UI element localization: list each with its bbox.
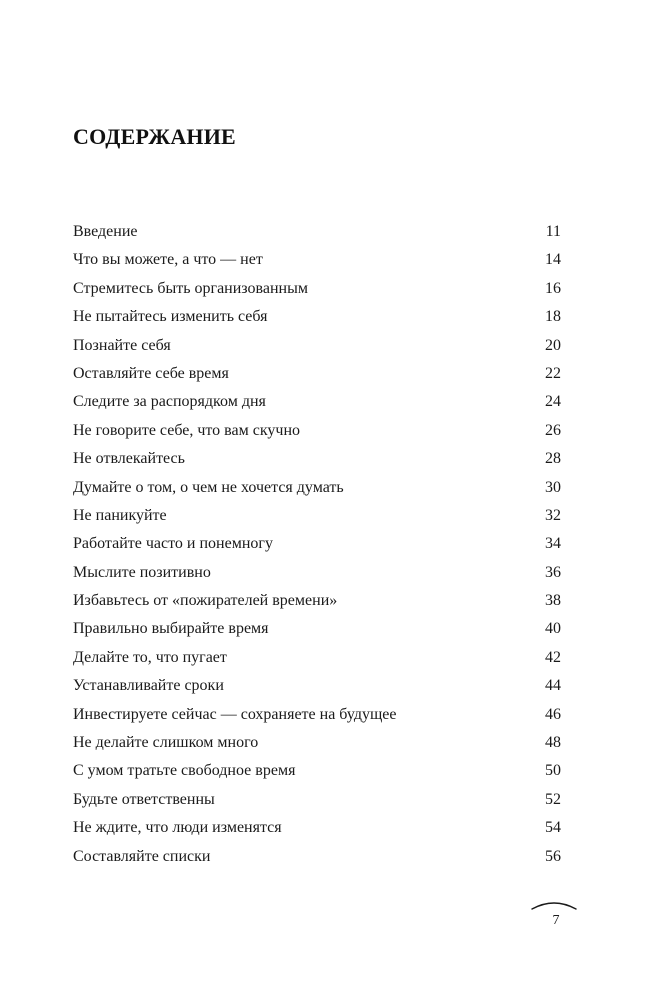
toc-entry-title: Будьте ответственны (73, 790, 215, 808)
toc-entry-title: Стремитесь быть организованным (73, 279, 308, 297)
toc-entry-title: Инвестируете сейчас — сохраняете на будущее (73, 705, 397, 723)
toc-entry-page: 40 (545, 620, 561, 638)
toc-entry (73, 530, 561, 558)
toc-entry-page: 11 (545, 223, 561, 240)
toc-entry-page: 50 (545, 762, 561, 780)
toc-entry-title: Правильно выбирайте время (73, 620, 269, 638)
toc-entry (73, 587, 561, 615)
toc-entry-title: Введение (73, 223, 138, 240)
toc-entry-page: 16 (545, 279, 561, 297)
toc-entry-page: 26 (545, 421, 561, 439)
folio-ornament (530, 899, 578, 911)
toc-entry-title: Познайте себя (73, 336, 171, 354)
toc-entry-page: 52 (545, 790, 561, 808)
toc-entry (73, 445, 561, 473)
toc-entry (73, 814, 561, 842)
toc-entry-title: Следите за распорядком дня (73, 393, 266, 411)
toc-entry-title: Что вы можете, а что — нет (73, 251, 263, 269)
toc-entry-title: Не делайте слишком много (73, 734, 259, 752)
toc-entry (73, 218, 561, 246)
toc-entry-title: Устанавливайте сроки (73, 677, 224, 695)
toc-entry-title: Избавьтесь от «пожирателей времени» (73, 592, 338, 610)
page-number: 7 (552, 913, 560, 928)
toc-entry (73, 559, 561, 587)
toc-entry-title: Думайте о том, о чем не хочется думать (73, 478, 344, 496)
toc-entry-title: С умом тратьте свободное время (73, 762, 296, 780)
toc-entry-title: Работайте часто и понемногу (73, 535, 273, 553)
toc-entry-page: 28 (545, 450, 561, 468)
toc-entry-title: Делайте то, что пугает (73, 648, 227, 666)
toc-entry-page: 18 (545, 308, 561, 326)
toc-entry-title: Не ждите, что люди изменятся (73, 819, 282, 837)
toc-entry (73, 246, 561, 274)
toc-entry (73, 729, 561, 757)
toc-entry-title: Оставляйте себе время (73, 364, 229, 382)
toc-entry-page: 44 (545, 677, 561, 695)
toc-entry-page: 20 (545, 336, 561, 354)
toc-entry-page: 38 (545, 592, 561, 610)
toc-entry (73, 303, 561, 331)
toc-entry-title: Составляйте списки (73, 847, 211, 865)
toc-entry-page: 42 (545, 648, 561, 666)
toc-entry (73, 332, 561, 360)
toc-entry-title: Не пытайтесь изменить себя (73, 308, 268, 326)
toc-entry-page: 48 (545, 734, 561, 752)
toc-entry-page: 46 (545, 705, 561, 723)
toc-entry-title: Не говорите себе, что вам скучно (73, 421, 301, 439)
toc-entry-page: 32 (545, 506, 561, 524)
toc-entry-page: 30 (545, 478, 561, 496)
toc-entry (73, 701, 561, 729)
toc-entry-page: 54 (545, 819, 561, 837)
page-title: СОДЕРЖАНИЕ (73, 124, 236, 149)
toc-entry (73, 474, 561, 502)
toc-entry-page: 14 (545, 251, 561, 269)
toc-entry-page: 34 (545, 535, 561, 553)
toc-entry-page: 22 (545, 364, 561, 382)
toc-entry (73, 388, 561, 416)
toc-entry (73, 644, 561, 672)
toc-entry (73, 757, 561, 785)
table-of-contents (73, 218, 561, 871)
toc-entry-page: 36 (545, 563, 561, 581)
toc-entry-title: Не паникуйте (73, 506, 167, 524)
toc-entry (73, 615, 561, 643)
toc-entry (73, 360, 561, 388)
toc-entry-page: 24 (545, 393, 561, 411)
toc-entry (73, 417, 561, 445)
toc-entry (73, 672, 561, 700)
toc-entry (73, 502, 561, 530)
toc-entry-title: Не отвлекайтесь (73, 450, 185, 468)
toc-entry (73, 786, 561, 814)
toc-entry (73, 843, 561, 871)
toc-entry-title: Мыслите позитивно (73, 563, 211, 581)
toc-entry-page: 56 (545, 847, 561, 865)
toc-entry (73, 275, 561, 303)
